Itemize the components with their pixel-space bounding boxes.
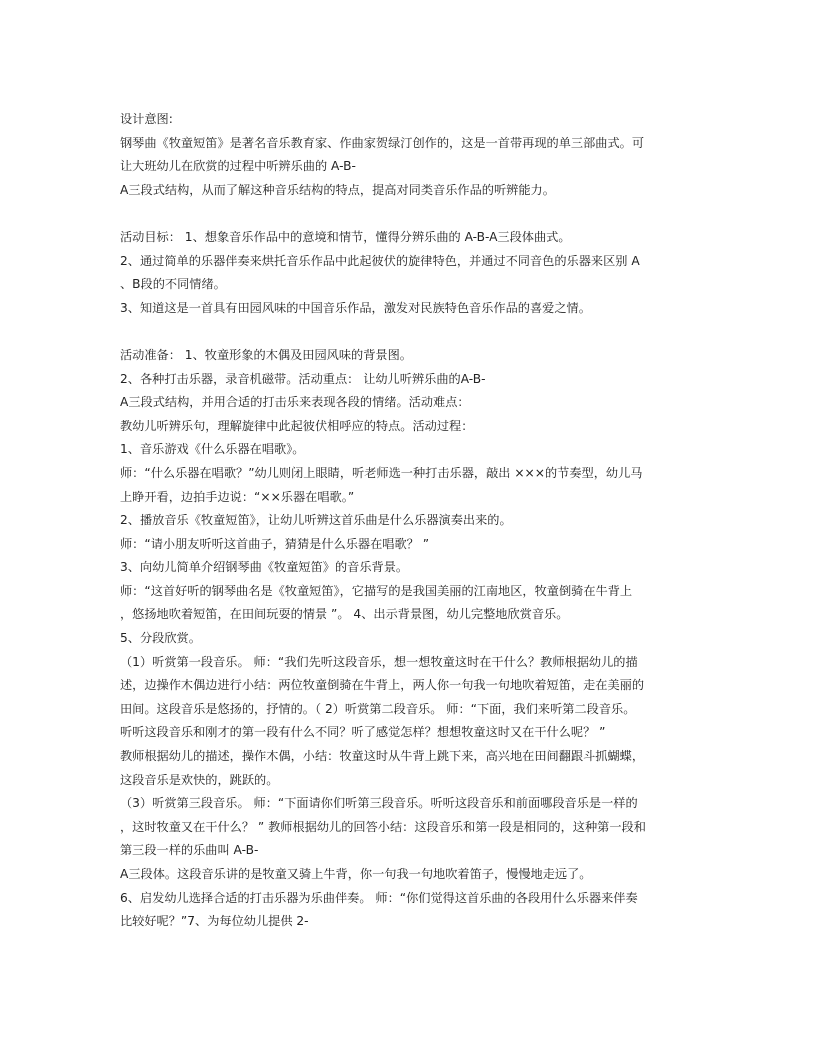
paragraph-line: 3、向幼儿简单介绍钢琴曲《牧童短笛》的音乐背景。 [120,560,409,575]
section-heading-activity-goals: 活动目标： 1、想象音乐作品中的意境和情节，懂得分辨乐曲的 A-B-A三段体曲式。 [120,229,571,244]
paragraph-line: 钢琴曲《牧童短笛》是著名音乐教育家、作曲家贺绿汀创作的，这是一首带再现的单三部曲式。可 [120,135,645,150]
paragraph-line: 第三段一样的乐曲叫 A-B- [120,843,259,858]
paragraph-line: 比较好呢？”7、为每位幼儿提供 2- [120,914,309,929]
paragraph-line: 5、分段欣赏。 [120,631,201,646]
paragraph-line: 师：“请小朋友听听这首曲子，猜猜是什么乐器在唱歌？ ” [120,536,430,551]
paragraph-line: 听听这段音乐和刚才的第一段有什么不同？听了感觉怎样？想想牧童这时又在干什么呢？ ” [120,725,606,740]
paragraph-line: 2、播放音乐《牧童短笛》，让幼儿听辨这首乐曲是什么乐器演奏出来的。 [120,513,512,528]
paragraph-line: 教师根据幼儿的描述，操作木偶，小结：牧童这时从牛背上跳下来，高兴地在田间翻跟斗抓蝴蝶， [120,749,645,764]
paragraph-line: ，这时牧童又在干什么？ ” 教师根据幼儿的回答小结：这段音乐和第一段是相同的，这种第一段和 [120,819,646,834]
document-page [120,108,696,934]
paragraph-line: 3、知道这是一首具有田园风味的中国音乐作品，激发对民族特色音乐作品的喜爱之情。 [120,300,591,315]
paragraph-line: （1）听赏第一段音乐。 师：“我们先听这段音乐，想一想牧童这时在干什么？教师根据幼儿的描 [120,654,638,669]
paragraph-line: 6、启发幼儿选择合适的打击乐器为乐曲伴奏。 师：“你们觉得这首乐曲的各段用什么乐器来伴奏 [120,890,638,905]
paragraph-line: A三段式结构，并用合适的打击乐来表现各段的情绪。活动难点： [120,395,470,410]
paragraph-line: 让大班幼儿在欣赏的过程中听辨乐曲的 A-B- [120,159,356,174]
paragraph-line: 教幼儿听辨乐句，理解旋律中此起彼伏相呼应的特点。活动过程： [120,418,474,433]
paragraph-line: 田间。这段音乐是悠扬的，抒情的。（ 2）听赏第二段音乐。 师：“下面，我们来听第二段音乐。 [120,701,636,716]
paragraph-line: 师：“什么乐器在唱歌？”幼儿则闭上眼睛，听老师选一种打击乐器，敲出 ×××的节奏型，幼儿马 [120,465,643,480]
section-heading-design-intent: 设计意图: [120,112,173,126]
blank-line [120,320,696,344]
paragraph-line: 述，边操作木偶边进行小结：两位牧童倒骑在牛背上，两人你一句我一句地吹着短笛，走在美丽的 [120,678,645,693]
paragraph-line: （3）听赏第三段音乐。 师：“下面请你们听第三段音乐。听听这段音乐和前面哪段音乐是一样的 [120,796,638,811]
paragraph-line: 上睁开看，边拍手边说：“××乐器在唱歌。” [120,489,355,504]
section-heading-activity-preparation: 活动准备： 1、牧童形象的木偶及田园风味的背景图。 [120,347,412,362]
paragraph-line: ，悠扬地吹着短笛，在田间玩耍的情景 ”。 4、出示背景图，幼儿完整地欣赏音乐。 [120,607,569,622]
paragraph-line: 、B段的不同情绪。 [120,277,226,292]
paragraph-line: A三段体。这段音乐讲的是牧童又骑上牛背，你一句我一句地吹着笛子，慢慢地走远了。 [120,867,592,881]
paragraph-line: 1、音乐游戏《什么乐器在唱歌》。 [120,442,305,457]
paragraph-line: 这段音乐是欢快的，跳跃的。 [120,772,279,787]
paragraph-line: 2、各种打击乐器，录音机磁带。活动重点： 让幼儿听辨乐曲的A-B- [120,371,486,386]
blank-line [120,202,696,226]
paragraph-line: 师：“这首好听的钢琴曲名是《牧童短笛》，它描写的是我国美丽的江南地区，牧童倒骑在牛背上 [120,583,633,598]
paragraph-line: 2、通过简单的乐器伴奏来烘托音乐作品中此起彼伏的旋律特色，并通过不同音色的乐器来区别 A [120,253,640,268]
paragraph-line: A三段式结构，从而了解这种音乐结构的特点，提高对同类音乐作品的听辨能力。 [120,182,555,197]
